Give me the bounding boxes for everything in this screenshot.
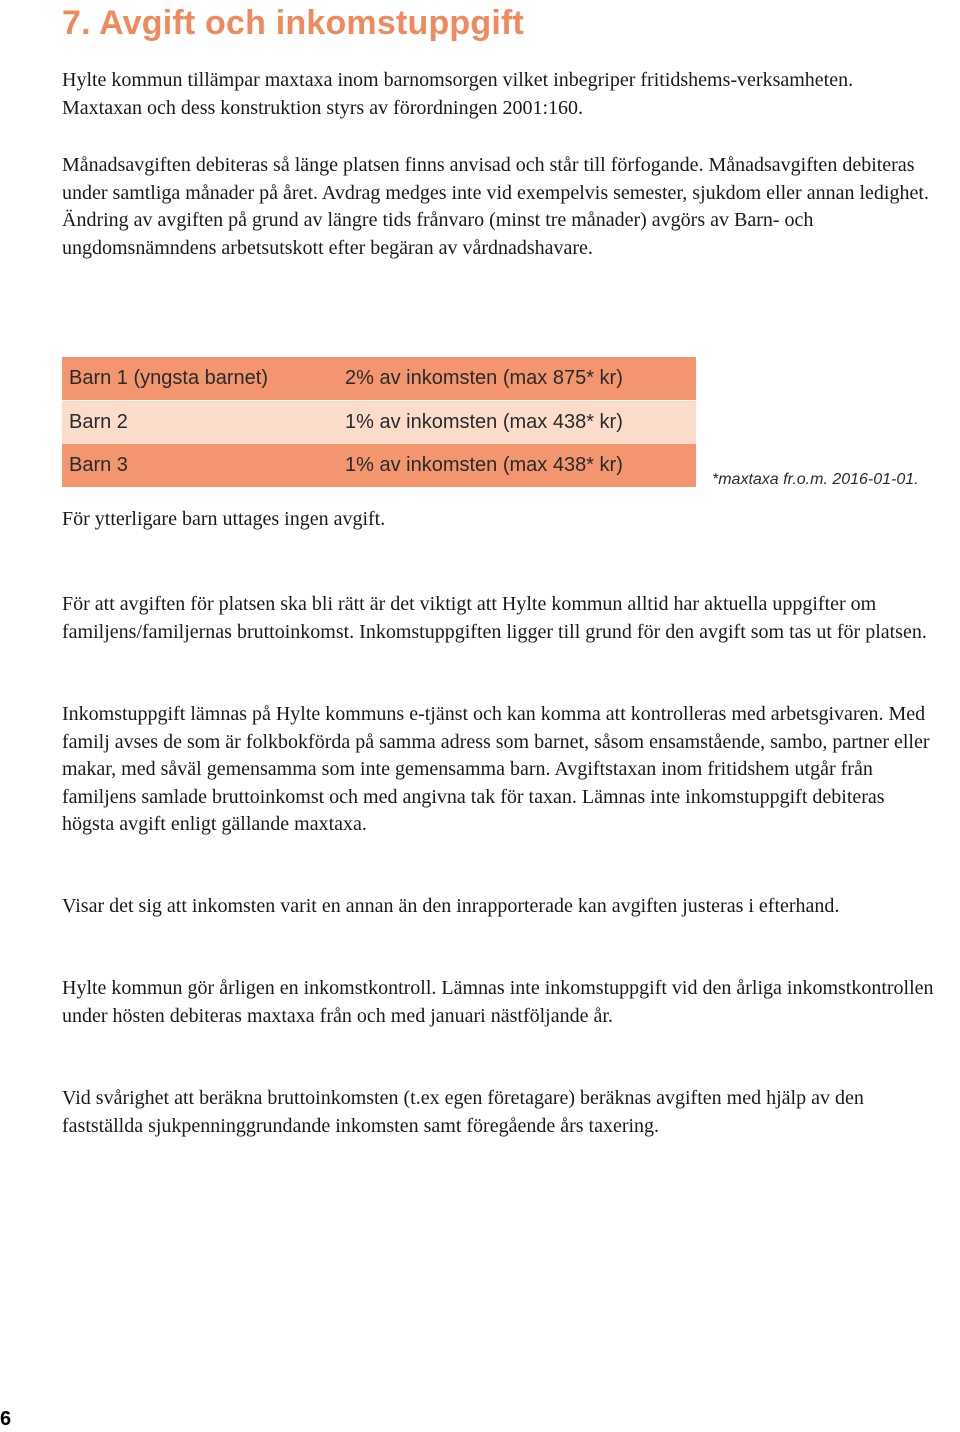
extra-children-note: För ytterligare barn uttages ingen avgift. bbox=[62, 508, 386, 530]
fee-child-label: Barn 3 bbox=[69, 454, 128, 476]
fee-table bbox=[62, 357, 696, 487]
intro-paragraph: Hylte kommun tillämpar maxtaxa inom barnomsorgen vilket inbegriper fritidshems-verksamheten. Maxtaxan och dess konstruktion styrs av förordningen 2001:160. bbox=[62, 69, 854, 119]
fee-rate-value: 1% av inkomsten (max 438* kr) bbox=[345, 454, 623, 476]
self-employed-paragraph: Vid svårighet att beräkna bruttoinkomsten (t.ex egen företagare) beräknas avgiften med hjälp av den fastställda sjukpenninggrundande inkomsten samt föregående års taxering. bbox=[62, 1087, 864, 1137]
fee-rate-value: 1% av inkomsten (max 438* kr) bbox=[345, 410, 623, 433]
page-title: 7. Avgift och inkomstuppgift bbox=[62, 4, 525, 42]
maxtaxa-footnote: *maxtaxa fr.o.m. 2016-01-01. bbox=[712, 471, 919, 488]
income-info-paragraph: För att avgiften för platsen ska bli rätt är det viktigt att Hylte kommun alltid har aktuella uppgifter om familjens/familjernas bruttoinkomst. Inkomstuppgiften ligger till grund för den avgift som tas ut för platsen. bbox=[62, 593, 927, 643]
fee-row-child-2 bbox=[62, 401, 696, 444]
fee-row-child-3 bbox=[62, 444, 696, 487]
annual-check-paragraph: Hylte kommun gör årligen en inkomstkontroll. Lämnas inte inkomstuppgift vid den årliga inkomstkontrollen under hösten debiteras maxtaxa från och med januari nästföljande år. bbox=[62, 977, 934, 1027]
fee-child-label: Barn 2 bbox=[69, 410, 128, 433]
fee-row-child-1 bbox=[62, 357, 696, 400]
fee-child-label: Barn 1 (yngsta barnet) bbox=[69, 367, 268, 389]
adjustment-paragraph: Visar det sig att inkomsten varit en annan än den inrapporterade kan avgiften justeras i efterhand. bbox=[62, 895, 840, 917]
page-number: 6 bbox=[0, 1408, 12, 1430]
fee-rate-value: 2% av inkomsten (max 875* kr) bbox=[345, 367, 623, 389]
debit-rules-paragraph: Månadsavgiften debiteras så länge platsen finns anvisad och står till förfogande. Månadsavgiften debiteras under samtliga månader på året. Avdrag medges inte vid exempelvis semester, sjukdom eller annan ledighet. Ändring av avgiften på grund av längre tids frånvaro (minst tre månader) avgörs av Barn- och ungdomsnämndens arbetsutskott efter begäran av vårdnadshavare. bbox=[62, 154, 929, 259]
e-service-paragraph: Inkomstuppgift lämnas på Hylte kommuns e-tjänst och kan komma att kontrolleras med arbetsgivaren. Med familj avses de som är folkbokförda på samma adress som barnet, såsom ensamstående, sambo, partner eller makar, med såväl gemensamma som inte gemensamma barn. Avgiftstaxan inom fritidshem utgår från familjens samlade bruttoinkomst och med angivna tak för taxan. Lämnas inte inkomstuppgift debiteras högsta avgift enligt gällande maxtaxa. bbox=[62, 703, 930, 835]
